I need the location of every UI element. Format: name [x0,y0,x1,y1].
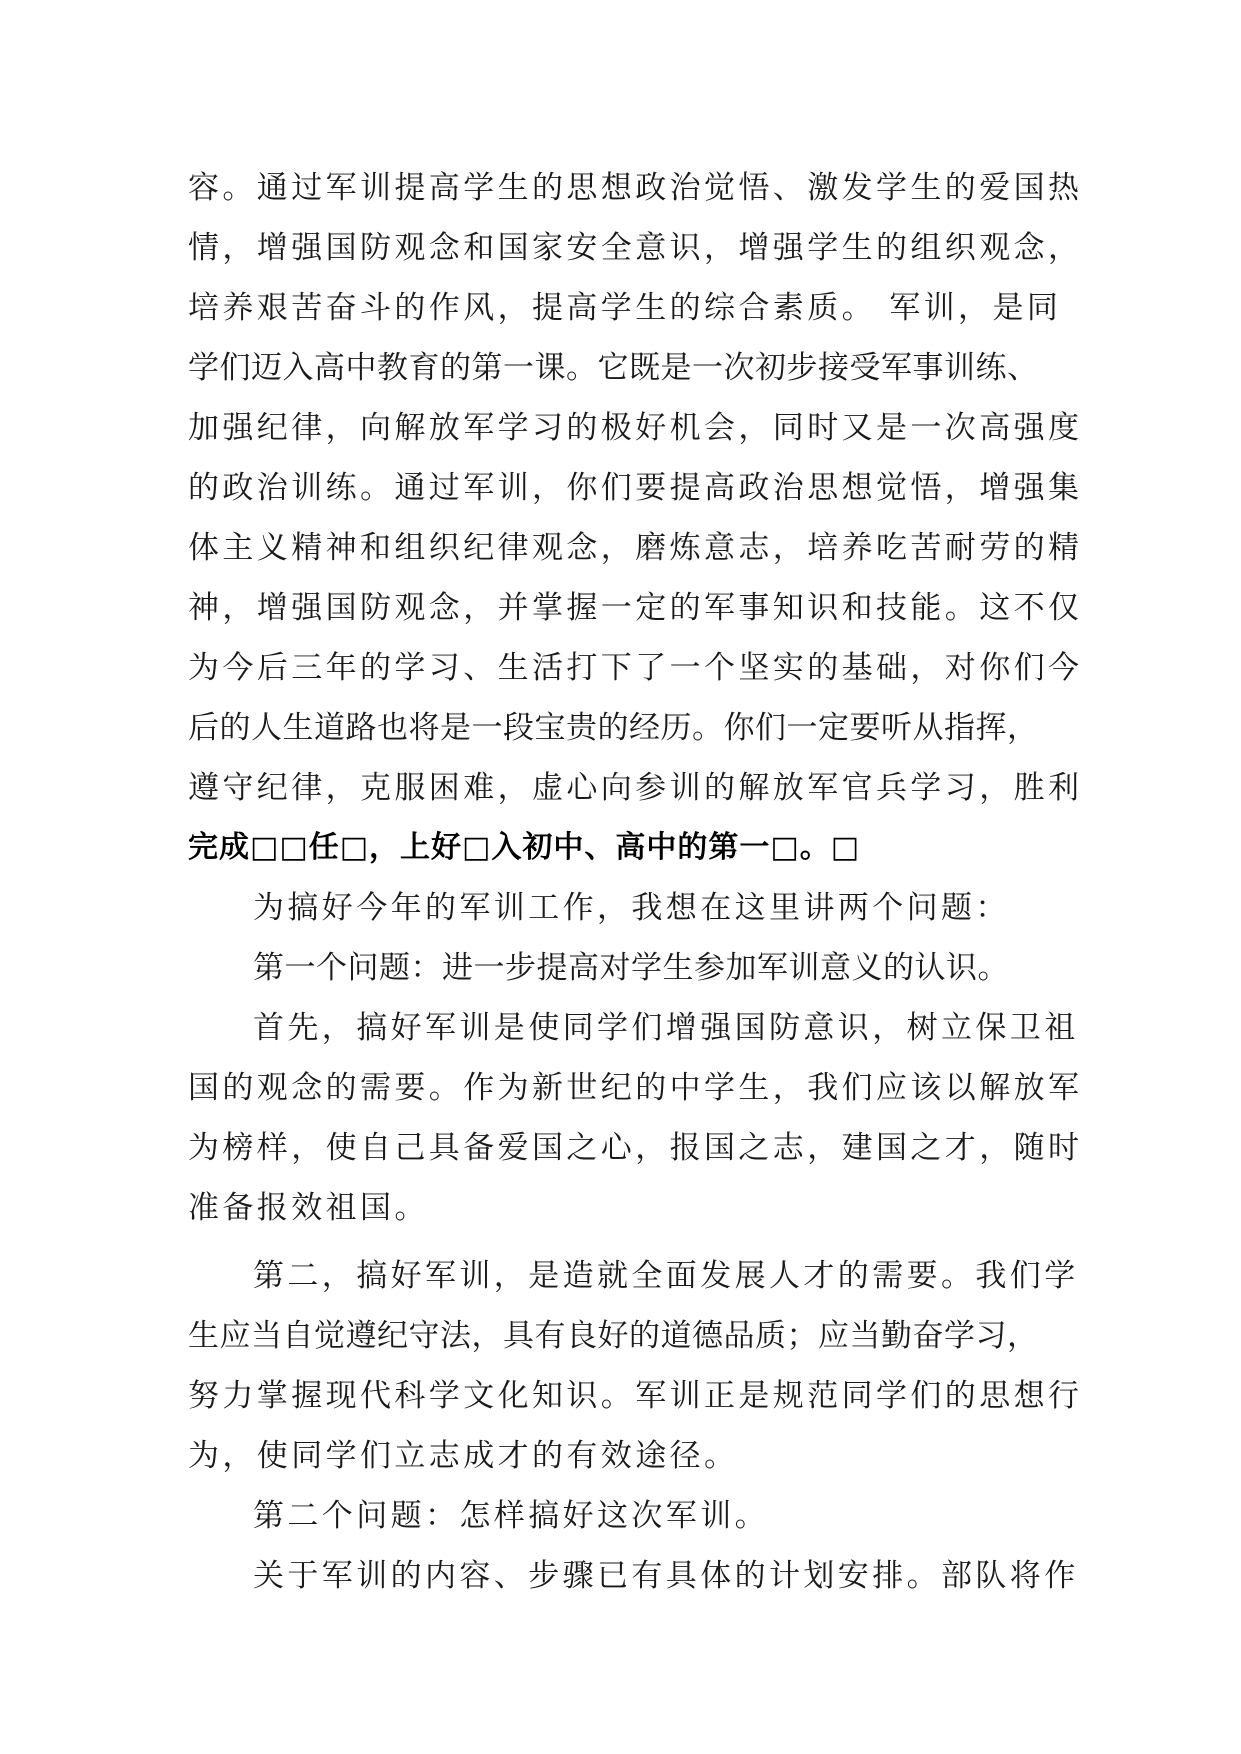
paragraph-1-line-8: 神，增强国防观念，并掌握一定的军事知识和技能。这不仅 [188,590,1083,626]
paragraph-5-line-1: 第二，搞好军训，是造就全面发展人才的需要。我们学 [253,1258,1079,1294]
paragraph-1-line-2: 情，增强国防观念和国家安全意识，增强学生的组织观念， [188,230,1083,266]
paragraph-6-line-1: 第二个问题：怎样搞好这次军训。 [253,1498,769,1534]
paragraph-1-line-3: 培养艰苦奋斗的作风，提高学生的综合素质。 军训，是同 [188,290,1062,326]
paragraph-1-bold-line: 完成□□任□，上好□入初中、高中的第一□。□ [188,830,861,865]
paragraph-2-line-1: 为搞好今年的军训工作，我想在这里讲两个问题： [253,890,1010,926]
paragraph-7-line-1: 关于军训的内容、步骤已有具体的计划安排。部队将作 [253,1558,1079,1594]
paragraph-1-line-1: 容。通过军训提高学生的思想政治觉悟、激发学生的爱国热 [188,170,1083,206]
paragraph-1-line-6: 的政治训练。通过军训，你们要提高政治思想觉悟，增强集 [188,470,1083,506]
paragraph-5-line-2: 生应当自觉遵纪守法，具有良好的道德品质；应当勤奋学习， [188,1318,1039,1354]
paragraph-1-line-10: 后的人生道路也将是一段宝贵的经历。你们一定要听从指挥， [188,710,1039,746]
paragraph-1-line-7: 体主义精神和组织纪律观念，磨炼意志，培养吃苦耐劳的精 [188,530,1083,566]
paragraph-4-line-3: 为榜样，使自己具备爱国之心，报国之志，建国之才，随时 [188,1130,1083,1166]
paragraph-1-line-5: 加强纪律，向解放军学习的极好机会，同时又是一次高强度 [188,410,1083,446]
document-body [188,158,1083,1606]
paragraph-1-line-11: 遵守纪律，克服困难，虚心向参训的解放军官兵学习，胜利 [188,770,1083,806]
paragraph-5-line-3: 努力掌握现代科学文化知识。军训正是规范同学们的思想行 [188,1378,1083,1414]
paragraph-5-line-4: 为，使同学们立志成才的有效途径。 [188,1438,739,1474]
paragraph-1-line-9: 为今后三年的学习、生活打下了一个坚实的基础，对你们今 [188,650,1083,686]
paragraph-3-line-1: 第一个问题：进一步提高对学生参加军训意义的认识。 [253,950,1009,986]
paragraph-1-line-4: 学们迈入高中教育的第一课。它既是一次初步接受军事训练、 [188,350,1039,386]
paragraph-4-line-2: 国的观念的需要。作为新世纪的中学生，我们应该以解放军 [188,1070,1083,1106]
paragraph-4-line-4: 准备报效祖国。 [188,1190,429,1226]
paragraph-4-line-1: 首先，搞好军训是使同学们增强国防意识，树立保卫祖 [253,1010,1079,1046]
